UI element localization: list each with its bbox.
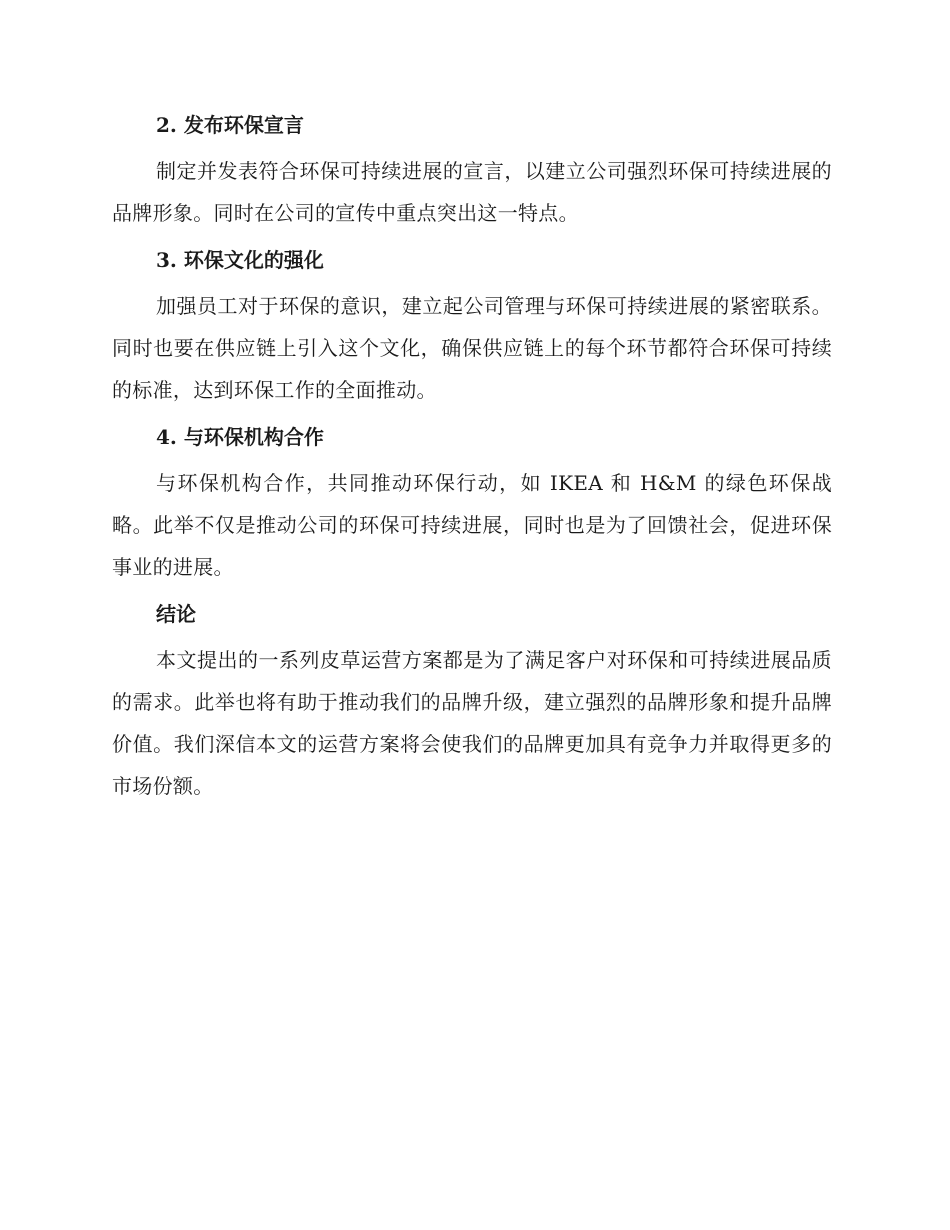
section-paragraph-culture-strengthening: [112, 285, 832, 411]
paragraph-line: 提升品牌价值。我们深信本文的运营方案将会使我们的品牌更加具有竞争力: [112, 690, 832, 756]
section-paragraph-conclusion: [112, 639, 832, 807]
paragraph-line: 与环保机构合作，共同推动环保行动，如 IKEA 和 H&M 的绿色环保战: [156, 471, 832, 495]
document-body: [112, 108, 832, 816]
paragraph-line: 保可持续的标准，达到环保工作的全面推动。: [112, 336, 832, 402]
paragraph-line: 品质的需求。此举也将有助于推动我们的品牌升级，建立强烈的品牌形象和: [112, 648, 832, 714]
paragraph-line: 本文提出的一系列皮草运营方案都是为了满足客户对环保和可持续进展: [156, 648, 792, 672]
paragraph-line: 并取得更多的市场份额。: [112, 732, 832, 798]
section-heading-cooperation: 4. 与环保机构合作: [156, 425, 324, 449]
section-paragraph-cooperation: [112, 462, 832, 588]
paragraph-line: 制定并发表符合环保可持续进展的宣言，以建立公司强烈环保可持续进: [156, 159, 792, 183]
paragraph-line: 环保事业的进展。: [112, 513, 832, 579]
paragraph-line: 略。此举不仅是推动公司的环保可持续进展，同时也是为了回馈社会，促进: [112, 513, 792, 537]
section-heading-culture-strengthening: 3. 环保文化的强化: [156, 248, 324, 272]
paragraph-line: 加强员工对于环保的意识，建立起公司管理与环保可持续进展的紧密联: [156, 294, 792, 318]
paragraph-line: 系。同时也要在供应链上引入这个文化，确保供应链上的每个环节都符合环: [112, 294, 832, 360]
paragraph-line: 展的品牌形象。同时在公司的宣传中重点突出这一特点。: [112, 159, 832, 225]
section-heading-conclusion: 结论: [156, 602, 196, 626]
section-heading-publish-manifesto: 2. 发布环保宣言: [156, 113, 304, 137]
section-paragraph-publish-manifesto: [112, 150, 832, 234]
